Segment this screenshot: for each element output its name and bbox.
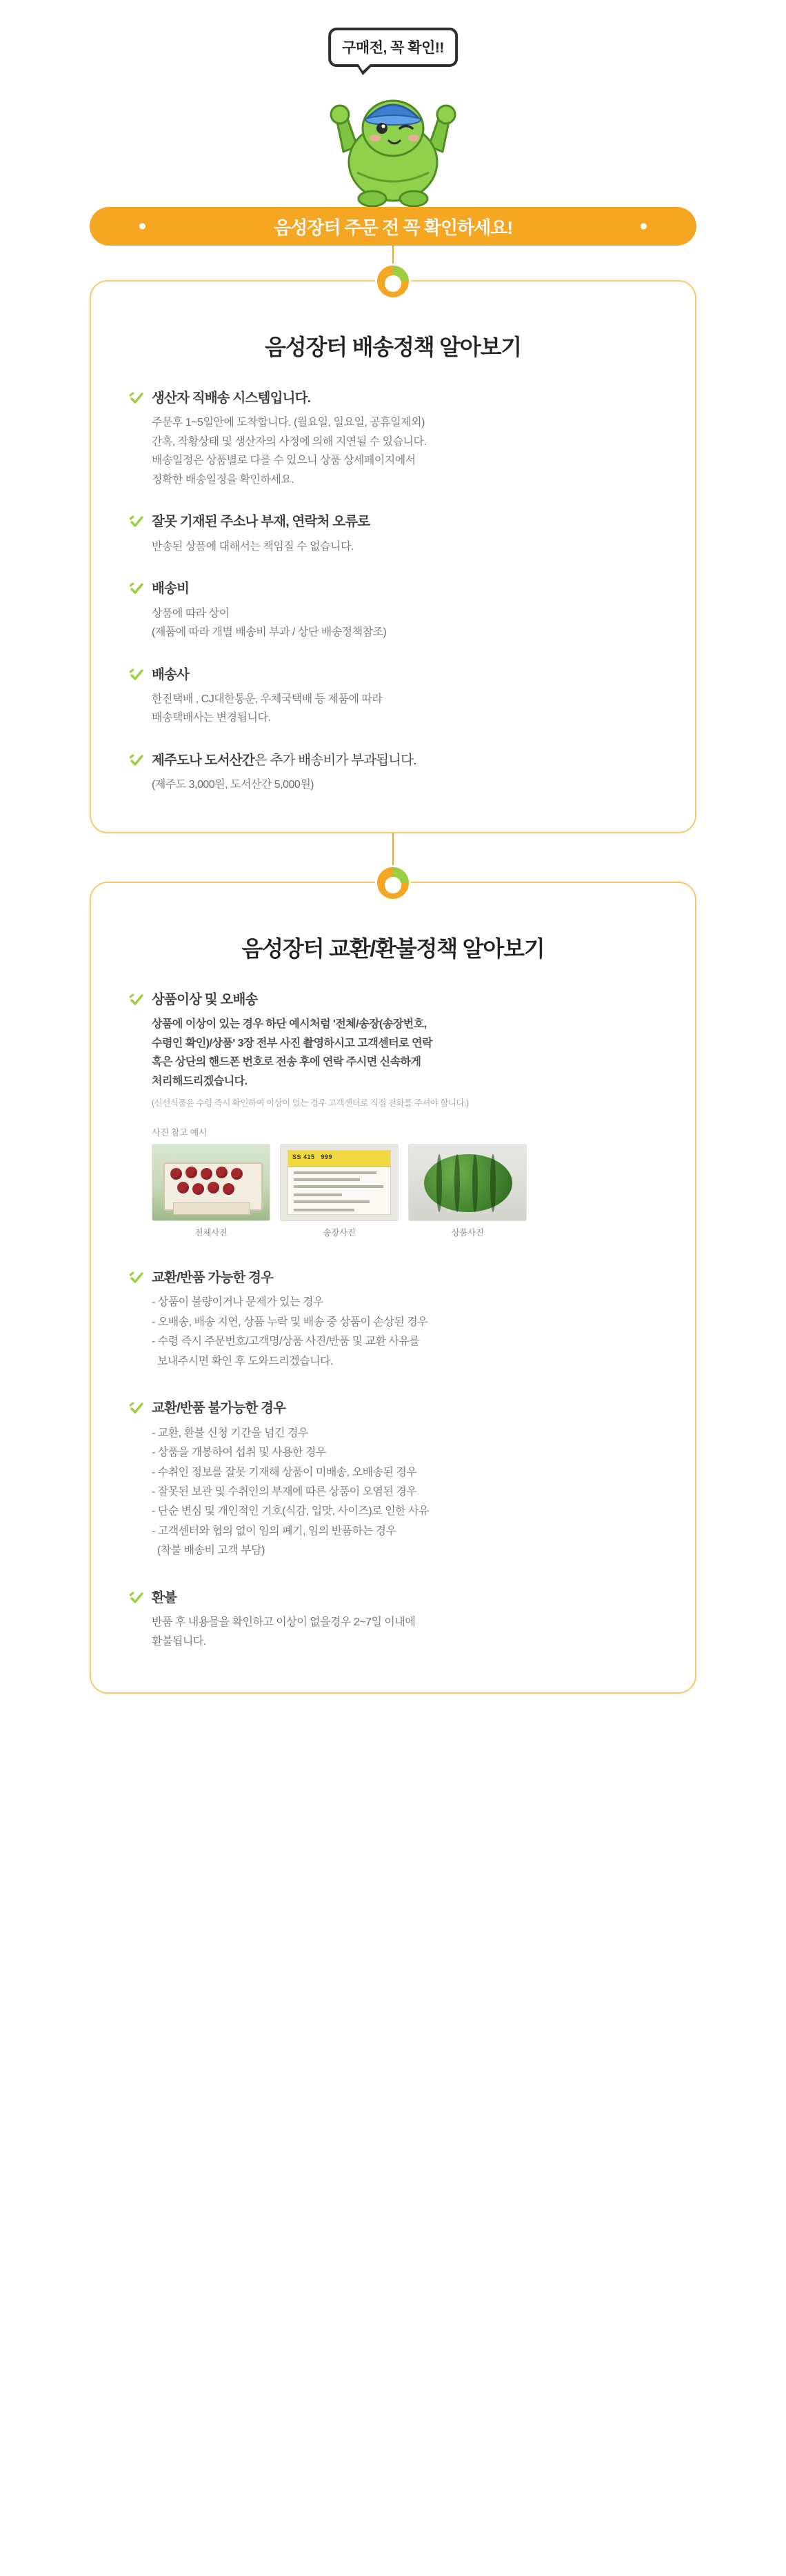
photo-stripe: [454, 1154, 460, 1212]
body-line: 정확한 배송일정을 확인하세요.: [152, 473, 294, 486]
photo-guide-label: 사진 참고 예시: [152, 1127, 208, 1138]
check-icon: [130, 668, 144, 682]
photo-fruit: [231, 1168, 243, 1180]
block-heading: [152, 751, 416, 769]
body-line: (제주도 3,000원, 도서산간 5,000원): [152, 779, 314, 791]
block-heading: 잘못 기재된 주소나 부재, 연락처 오류로: [152, 514, 370, 530]
photo-watermelon-shape: [424, 1154, 512, 1212]
body-line: 상품에 따라 상이: [152, 607, 230, 620]
check-icon: [130, 993, 144, 1007]
photo-item-invoice: [280, 1144, 399, 1238]
photo-label-strip: [173, 1202, 250, 1215]
bullet-item: - 단순 변심 및 개인적인 기호(식감, 입맛, 사이즈)로 인한 사유: [152, 1505, 429, 1518]
invoice-photo: [280, 1144, 399, 1221]
refund-block-exchange-denied: [130, 1399, 656, 1561]
fruit-box-photo: [152, 1144, 270, 1221]
photo-document-shape: [288, 1150, 391, 1215]
bullet-item: - 수취인 정보를 잘못 기재해 상품이 미배송, 오배송된 경우: [152, 1466, 417, 1478]
photo-fruit: [216, 1167, 228, 1178]
body-line: 혹은 상단의 핸드폰 번호로 전송 후에 연락 주시면 신속하게: [152, 1056, 421, 1069]
block-heading-row: [130, 1269, 656, 1287]
block-heading-row: [130, 389, 656, 407]
block-body: [152, 604, 656, 642]
photo-document-header-text: SS 415 999: [292, 1153, 333, 1161]
shipping-block-island-surcharge: [130, 751, 656, 795]
block-heading: 교환/반품 가능한 경우: [152, 1270, 274, 1286]
leaf-badge-icon: [374, 263, 412, 300]
shipping-block-direct-delivery: [130, 389, 656, 489]
body-line: 한진택배 , CJ대한통운, 우체국택배 등 제품에 따라: [152, 693, 383, 705]
body-line: 배송택배사는 변경됩니다.: [152, 712, 271, 724]
photo-guide-list: [152, 1144, 656, 1238]
block-heading: 배송비: [152, 581, 190, 597]
shipping-block-carrier: [130, 666, 656, 728]
block-heading-main: 제주도나 도서산간: [152, 752, 254, 768]
block-body: [152, 537, 656, 557]
block-heading-row: [130, 751, 656, 769]
block-heading-row: [130, 1589, 656, 1607]
block-heading-row: [130, 991, 656, 1009]
check-icon: [130, 1401, 144, 1416]
refund-policy-card: [90, 882, 696, 1694]
check-icon: [130, 1271, 144, 1285]
check-icon: [130, 1591, 144, 1605]
refund-block-damaged-item: [130, 991, 656, 1238]
photo-text-bar: [294, 1200, 370, 1203]
photo-text-bar: [294, 1185, 383, 1188]
photo-caption: 송장사진: [323, 1228, 356, 1238]
shipping-section-title: 음성장터 배송정책 알아보기: [265, 335, 521, 359]
block-heading-suffix: 은 추가 배송비가 부과됩니다.: [254, 752, 416, 768]
body-line: 주문후 1~5일안에 도착합니다. (월요일, 일요일, 공휴일제외): [152, 417, 425, 429]
block-body: [152, 1613, 656, 1651]
check-icon: [130, 582, 144, 596]
bullet-item: (착불 배송비 고객 부담): [152, 1545, 265, 1557]
block-bullet-list: [152, 1293, 656, 1371]
watermelon-photo: [408, 1144, 527, 1221]
photo-fruit: [223, 1183, 234, 1195]
block-heading: 상품이상 및 오배송: [152, 991, 258, 1007]
block-heading: 생산자 직배송 시스템입니다.: [152, 390, 311, 406]
photo-text-bar: [294, 1209, 354, 1211]
body-line: 반송된 상품에 대해서는 책임질 수 없습니다.: [152, 540, 354, 553]
refund-block-refund: [130, 1589, 656, 1651]
shipping-policy-card: [90, 280, 696, 833]
photo-stripe: [490, 1154, 496, 1212]
body-line: 처리해드리겠습니다.: [152, 1075, 248, 1087]
block-heading-row: [130, 666, 656, 684]
shipping-block-wrong-address: [130, 513, 656, 556]
photo-fruit: [208, 1182, 219, 1193]
mascot-illustration: [303, 21, 483, 207]
body-line: 환불됩니다.: [152, 1635, 206, 1647]
block-body: [152, 413, 656, 489]
body-line: 배송일정은 상품별로 다를 수 있으니 상품 상세페이지에서: [152, 455, 416, 467]
main-title-bar: [90, 207, 696, 246]
check-icon: [130, 391, 144, 406]
body-line: 수령인 확인)/상품' 3장 전부 사진 촬영하시고 고객센터로 연락: [152, 1037, 433, 1049]
bullet-item: - 고객센터와 협의 없이 임의 폐기, 임의 반품하는 경우: [152, 1525, 396, 1537]
photo-item-product: [408, 1144, 527, 1238]
photo-caption: 전체사진: [194, 1228, 228, 1238]
shipping-block-shipping-fee: [130, 579, 656, 642]
main-title-text: 음성장터 주문 전 꼭 확인하세요!: [273, 217, 513, 238]
check-icon: [130, 515, 144, 529]
photo-caption: 상품사진: [451, 1228, 484, 1238]
body-line: 상품에 이상이 있는 경우 하단 예시처럼 '전체/송장(송장번호,: [152, 1018, 427, 1031]
title-dot-left: [139, 224, 145, 230]
photo-fruit: [185, 1167, 197, 1178]
block-body: [152, 1015, 656, 1110]
photo-stripe: [436, 1154, 442, 1212]
bullet-item: - 수령 즉시 주문번호/고객명/상품 사진/반품 및 교환 사유를: [152, 1336, 420, 1348]
bullet-item: 보내주시면 확인 후 도와드리겠습니다.: [152, 1355, 333, 1367]
bullet-item: - 상품이 불량이거나 문제가 있는 경우: [152, 1296, 323, 1309]
photo-text-bar: [294, 1178, 360, 1181]
check-icon: [130, 753, 144, 768]
bullet-item: - 상품을 개봉하여 섭취 및 사용한 경우: [152, 1447, 326, 1459]
refund-section-title: 음성장터 교환/환불정책 알아보기: [241, 935, 545, 961]
photo-text-bar: [294, 1171, 376, 1174]
photo-fruit: [170, 1168, 182, 1180]
turtle-character-icon: [303, 69, 483, 207]
bottom-spacer: [0, 1694, 786, 1776]
body-line: 반품 후 내용물을 확인하고 이상이 없을경우 2~7일 이내에: [152, 1616, 416, 1629]
leaf-badge-icon: [374, 864, 412, 902]
block-body: [152, 775, 656, 795]
body-line: 간혹, 작황상태 및 생산자의 사정에 의해 지연될 수 있습니다.: [152, 435, 427, 448]
refund-block-exchange-allowed: [130, 1269, 656, 1371]
photo-stripe: [472, 1154, 478, 1212]
mascot-header: [0, 0, 786, 207]
block-heading-row: [130, 1399, 656, 1417]
block-bullet-list: [152, 1424, 656, 1561]
bullet-item: - 교환, 환불 신청 기간을 넘긴 경우: [152, 1427, 308, 1439]
body-line: (제품에 따라 개별 배송비 부과 / 상단 배송정책참조): [152, 626, 387, 639]
photo-fruit: [177, 1182, 189, 1193]
bullet-item: - 오배송, 배송 지연, 상품 누락 및 배송 중 상품이 손상된 경우: [152, 1316, 428, 1328]
photo-item-overall: [152, 1144, 270, 1238]
block-body: [152, 690, 656, 728]
block-heading: 환불: [152, 1589, 177, 1605]
body-note: (신선식품은 수령 즉시 확인하여 이상이 있는 경우 고객센터로 직접 전화를 주셔야 합니다.): [152, 1098, 469, 1109]
photo-text-bar: [294, 1193, 342, 1196]
block-heading-row: [130, 513, 656, 531]
photo-fruit: [192, 1183, 204, 1195]
bullet-item: - 잘못된 보관 및 수취인의 부재에 따른 상품이 오염된 경우: [152, 1486, 417, 1498]
block-heading-row: [130, 579, 656, 597]
photo-fruit: [201, 1168, 212, 1180]
block-heading: 교환/반품 불가능한 경우: [152, 1400, 286, 1416]
block-heading: 배송사: [152, 666, 190, 682]
title-dot-right: [641, 224, 647, 230]
speech-bubble: 구매전, 꼭 확인!!: [328, 28, 458, 67]
